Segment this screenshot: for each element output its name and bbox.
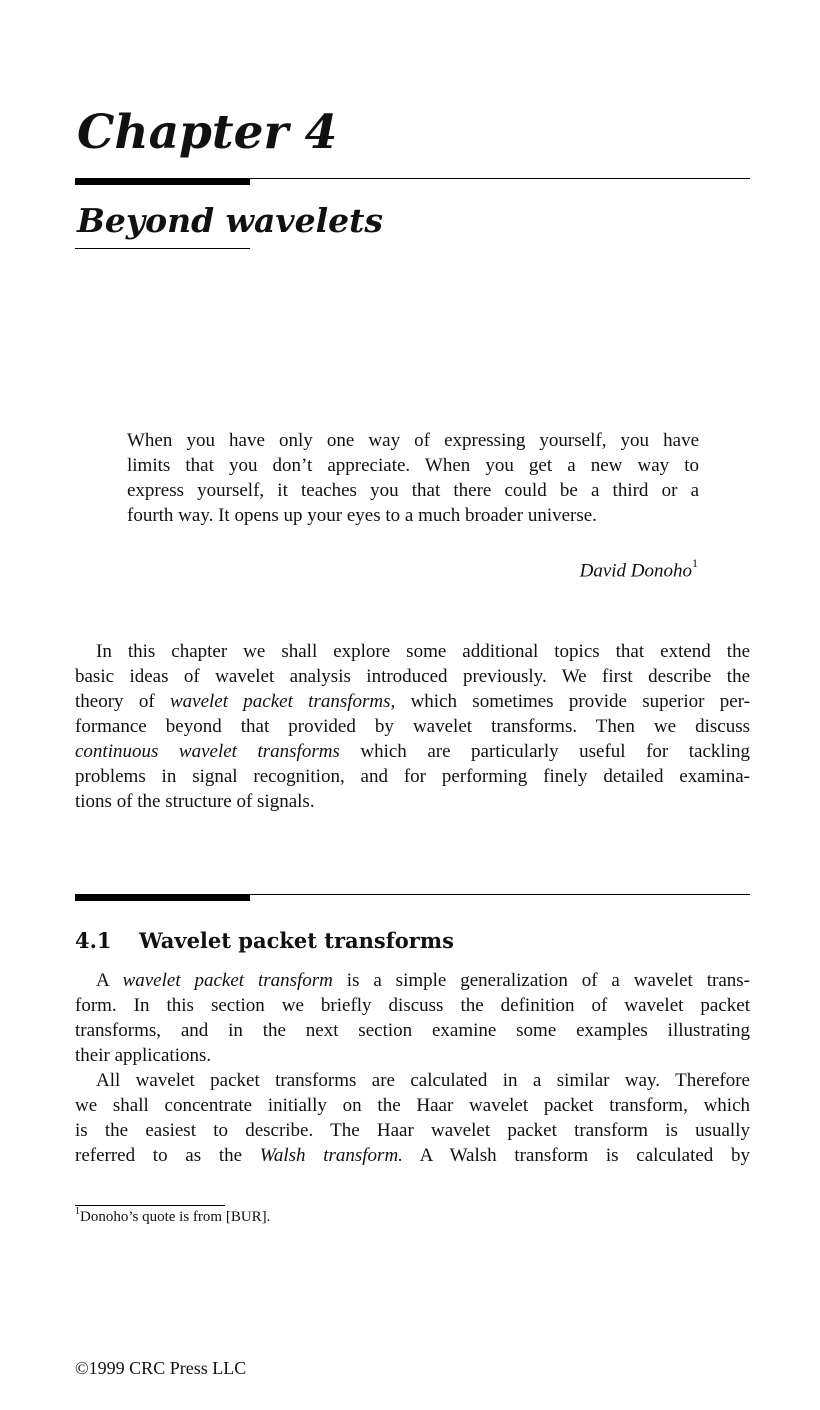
chapter-title: Beyond wavelets — [77, 201, 383, 240]
emphasis-term: wavelet packet transform — [122, 970, 333, 991]
body-line: is the easiest to describe. The Haar wavelet packet transform is usually — [75, 1120, 750, 1141]
chapter-label: Chapter 4 — [77, 105, 338, 160]
body-text: A Walsh transform is calculated by — [402, 1145, 750, 1166]
chapter-thin-rule — [250, 178, 750, 179]
body-line — [75, 1143, 750, 1168]
emphasis-term: continuous wavelet transforms — [75, 741, 340, 762]
footnote — [75, 1202, 270, 1228]
chapter-title-underline — [75, 248, 250, 249]
emphasis-term: Walsh transform. — [259, 1145, 403, 1166]
epigraph-line: fourth way. It opens up your eyes to a much broader universe. — [127, 505, 597, 526]
intro-line: basic ideas of wavelet analysis introduced previously. We first describe the — [75, 666, 750, 687]
section-thin-rule — [250, 894, 750, 895]
section-heading — [75, 926, 454, 956]
body-paragraph — [75, 968, 750, 1068]
body-line: we shall concentrate initially on the Haar wavelet packet transform, which — [75, 1095, 750, 1116]
intro-line — [75, 689, 750, 714]
body-text: A — [96, 970, 123, 991]
body-text: referred to as the — [75, 1145, 260, 1166]
body-line: form. In this section we briefly discuss the definition of wavelet packet — [75, 995, 750, 1016]
epigraph-line: limits that you don’t appreciate. When you get a new way to — [127, 455, 699, 476]
section-number: 4.1 — [75, 928, 112, 953]
body-text: is a simple generalization of a wavelet trans- — [332, 970, 750, 991]
intro-line: formance beyond that provided by wavelet transforms. Then we discuss — [75, 716, 750, 737]
epigraph-line: express yourself, it teaches you that there could be a third or a — [127, 480, 699, 501]
body-line: transforms, and in the next section examine some examples illustrating — [75, 1020, 750, 1041]
body-line: their applications. — [75, 1045, 212, 1066]
footnote-text: Donoho’s quote is from [BUR]. — [80, 1209, 271, 1225]
copyright-notice: ©1999 CRC Press LLC — [75, 1358, 247, 1378]
emphasis-term: wavelet packet transforms, — [169, 691, 396, 712]
intro-line: tions of the structure of signals. — [75, 791, 315, 812]
body-line — [75, 968, 750, 993]
body-paragraph — [75, 1068, 750, 1168]
body-line: All wavelet packet transforms are calculated in a similar way. Therefore — [96, 1070, 750, 1091]
epigraph-author-name: David Donoho — [579, 560, 692, 582]
intro-line — [75, 739, 750, 764]
intro-paragraph — [75, 639, 750, 814]
section-title: Wavelet packet transforms — [139, 928, 454, 953]
epigraph-line: When you have only one way of expressing yourself, you have — [127, 430, 699, 451]
intro-text: which sometimes provide superior per- — [395, 691, 750, 712]
intro-text: which are particularly useful for tackling — [339, 741, 750, 762]
intro-text: theory of — [75, 691, 170, 712]
footnote-reference[interactable]: 1 — [692, 556, 698, 570]
intro-line: problems in signal recognition, and for performing finely detailed examina- — [75, 766, 750, 787]
epigraph-author — [580, 553, 698, 583]
intro-line: In this chapter we shall explore some additional topics that extend the — [96, 641, 750, 662]
epigraph-quote — [127, 428, 699, 528]
chapter-thick-rule — [75, 178, 250, 185]
section-thick-rule — [75, 894, 250, 901]
footnote-mark: 1 — [75, 1206, 80, 1217]
